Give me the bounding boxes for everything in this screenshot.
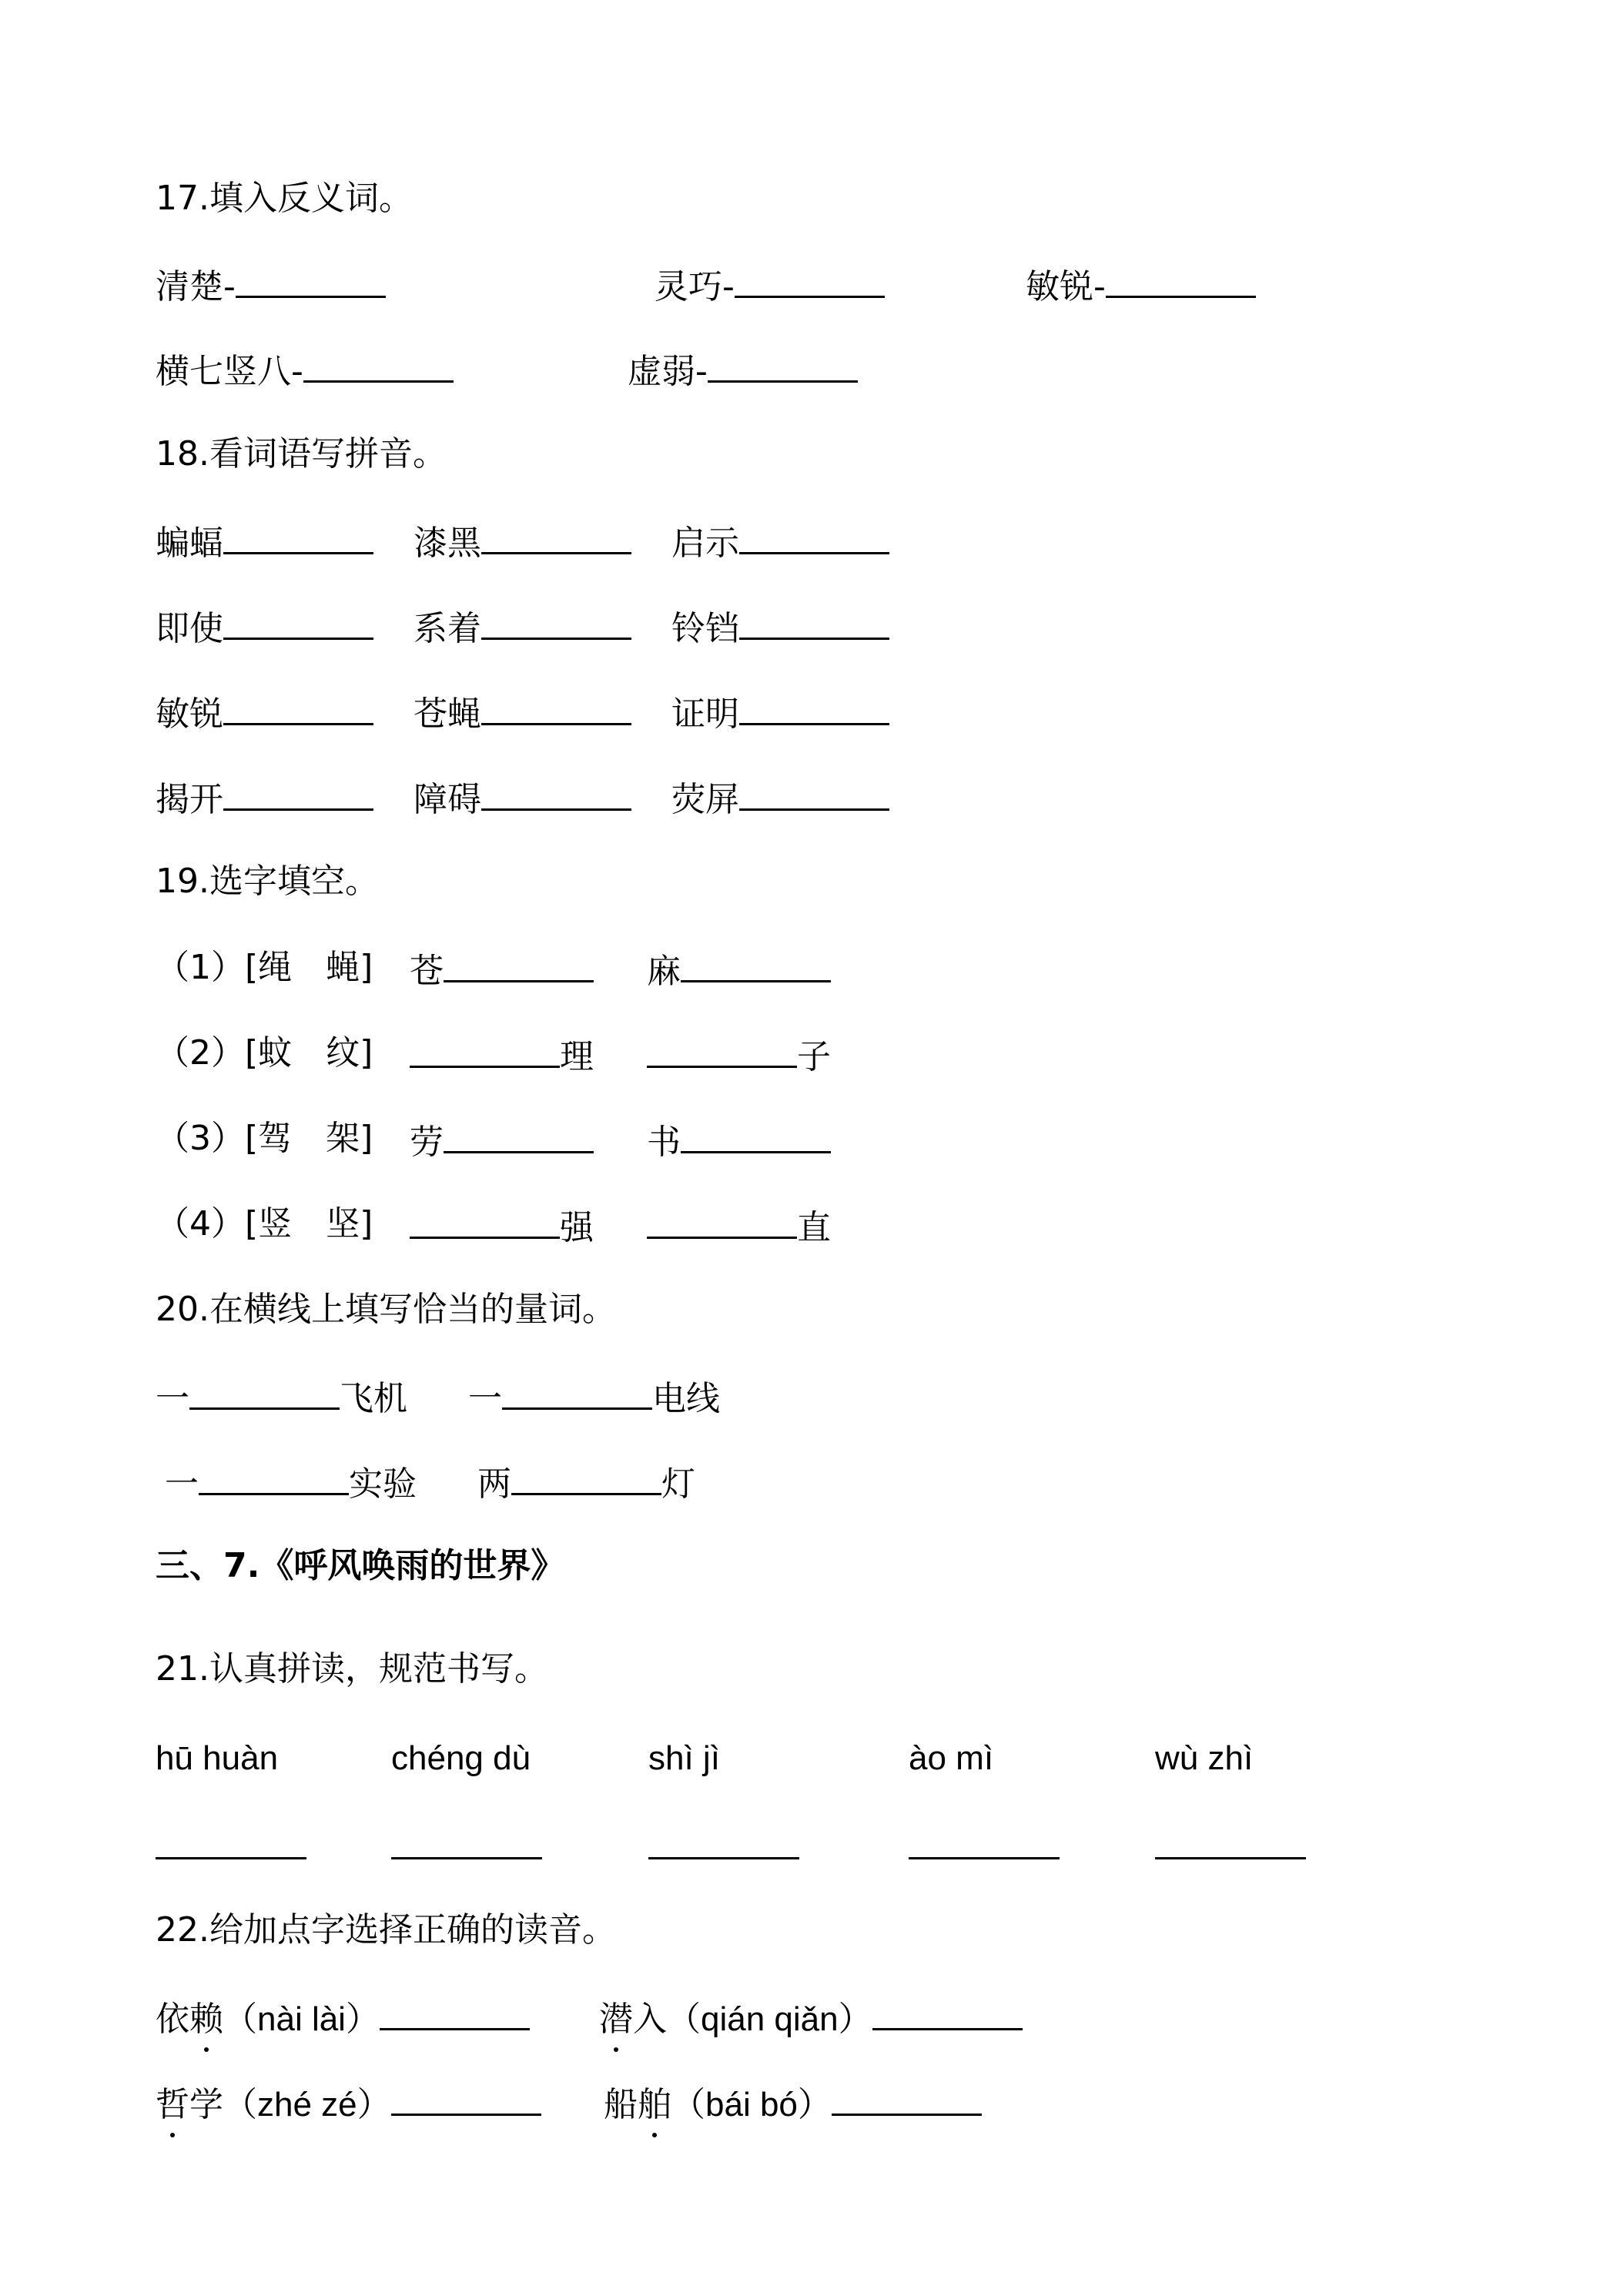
item-number: （4） [156, 1204, 245, 1243]
word-label: 敏锐- [1026, 267, 1106, 306]
q22-item-4 [604, 2080, 982, 2127]
q21-title: 21.认真拼读，规范书写。 [156, 1649, 548, 1689]
q20-row-2-a [165, 1459, 417, 1506]
char-choices: [蚊 纹] [245, 1033, 373, 1073]
q19-row-2-b [647, 1032, 831, 1079]
q19-row-3-a [410, 1117, 594, 1164]
q18-row-1-c [671, 518, 889, 565]
word-char: 依 [156, 2000, 189, 2039]
q18-row-4-b [414, 775, 631, 822]
answer-blank[interactable] [647, 1032, 797, 1068]
answer-blank[interactable] [511, 1459, 661, 1495]
word-label: 证明 [671, 694, 739, 734]
q18-row-2-b [414, 604, 631, 651]
pinyin-3: shì jì [648, 1739, 720, 1777]
q19-row-3-label [156, 1117, 373, 1160]
q19-row-4-b [647, 1203, 831, 1250]
answer-blank[interactable] [410, 1203, 560, 1239]
answer-blank[interactable] [303, 346, 454, 383]
answer-blank[interactable] [739, 689, 889, 725]
answer-blank[interactable] [739, 604, 889, 640]
q20-row-2-b [477, 1459, 695, 1506]
pinyin-4: ào mì [909, 1739, 994, 1777]
q17-item-1 [156, 262, 386, 309]
reading-options: （qián qiǎn） [667, 2000, 872, 2038]
prefix: 一 [468, 1379, 502, 1418]
reading-options: （nài lài） [223, 2000, 380, 2038]
answer-blank[interactable] [236, 262, 386, 298]
word-label: 蝙蝠 [156, 524, 223, 563]
char-choices: [竖 坚] [245, 1204, 373, 1243]
word-char: 学 [189, 2085, 223, 2124]
answer-blank[interactable] [199, 1459, 349, 1495]
answer-blank[interactable] [189, 1374, 340, 1410]
word-label: 书 [647, 1123, 681, 1162]
word-label: 电线 [652, 1379, 720, 1418]
char-choices: [驾 架] [245, 1119, 373, 1158]
answer-blank[interactable] [380, 1994, 530, 2030]
char-text: 赖 [189, 2000, 223, 2039]
word-label: 铃铛 [671, 609, 739, 648]
word-label: 揭开 [156, 780, 223, 819]
answer-line[interactable] [391, 1857, 542, 1859]
answer-blank[interactable] [444, 1117, 594, 1153]
word-label: 启示 [671, 524, 739, 563]
word-label: 实验 [349, 1464, 417, 1504]
emphasis-dot [614, 2047, 618, 2052]
q17-item-5 [628, 346, 858, 393]
item-number: （2） [156, 1033, 245, 1073]
q19-row-2-label [156, 1032, 373, 1075]
q22-item-3 [156, 2080, 541, 2127]
answer-blank[interactable] [391, 2080, 541, 2116]
word-label: 灵巧- [655, 267, 735, 306]
q18-row-2 [156, 604, 373, 651]
q22-title: 22.给加点字选择正确的读音。 [156, 1910, 616, 1950]
q17-item-3 [1026, 262, 1256, 309]
q17-item-2 [655, 262, 885, 309]
word-label: 直 [797, 1208, 831, 1247]
word-label: 劳 [410, 1123, 444, 1162]
char-text: 哲 [156, 2085, 189, 2124]
word-label: 清楚- [156, 267, 236, 306]
answer-blank[interactable] [502, 1374, 652, 1410]
item-number: （1） [156, 948, 245, 987]
answer-blank[interactable] [708, 346, 858, 383]
q18-row-2-c [671, 604, 889, 651]
answer-line[interactable] [909, 1857, 1060, 1859]
word-label: 苍蝇 [414, 694, 481, 734]
q18-row-1 [156, 518, 373, 565]
answer-line[interactable] [1155, 1857, 1306, 1859]
dotted-char [599, 1998, 633, 2041]
answer-blank[interactable] [223, 604, 373, 640]
answer-line[interactable] [156, 1857, 306, 1859]
word-label: 敏锐 [156, 694, 223, 734]
prefix: 一 [156, 1379, 189, 1418]
word-label: 横七竖八- [156, 352, 303, 391]
word-label: 飞机 [340, 1379, 407, 1418]
word-label: 灯 [661, 1464, 695, 1504]
word-label: 虚弱- [628, 352, 708, 391]
q18-row-3 [156, 689, 373, 736]
word-label: 即使 [156, 609, 223, 648]
answer-blank[interactable] [481, 518, 631, 554]
q18-row-4 [156, 775, 373, 822]
q22-item-2 [599, 1994, 1023, 2041]
pinyin-5: wù zhì [1155, 1739, 1254, 1777]
q17-item-4 [156, 346, 454, 393]
dotted-char [638, 2083, 671, 2127]
q20-row-1-a [156, 1374, 407, 1421]
emphasis-dot [204, 2047, 209, 2052]
q22-item-1 [156, 1994, 530, 2041]
answer-blank[interactable] [223, 689, 373, 725]
q18-row-4-c [671, 775, 889, 822]
q18-row-3-c [671, 689, 889, 736]
char-text: 潜 [599, 2000, 633, 2039]
answer-blank[interactable] [481, 775, 631, 811]
prefix: 两 [477, 1464, 511, 1504]
emphasis-dot [170, 2133, 175, 2137]
answer-blank[interactable] [735, 262, 885, 298]
answer-blank[interactable] [223, 775, 373, 811]
answer-blank[interactable] [681, 946, 831, 982]
word-label: 理 [560, 1037, 594, 1076]
answer-blank[interactable] [410, 1032, 560, 1068]
dotted-char [189, 1998, 223, 2041]
word-label: 荧屏 [671, 780, 739, 819]
answer-blank[interactable] [832, 2080, 982, 2116]
char-text: 舶 [638, 2085, 671, 2124]
answer-blank[interactable] [481, 689, 631, 725]
word-label: 漆黑 [414, 524, 481, 563]
word-label: 苍 [410, 952, 444, 991]
answer-blank[interactable] [223, 518, 373, 554]
reading-options: （bái bó） [671, 2086, 832, 2124]
q19-row-1-b [647, 946, 831, 993]
q19-row-4-label [156, 1203, 373, 1246]
q19-row-4-a [410, 1203, 594, 1250]
q18-row-3-b [414, 689, 631, 736]
word-label: 子 [797, 1037, 831, 1076]
answer-blank[interactable] [481, 604, 631, 640]
q19-row-2-a [410, 1032, 594, 1079]
answer-blank[interactable] [647, 1203, 797, 1239]
q19-title: 19.选字填空。 [156, 862, 379, 901]
item-number: （3） [156, 1119, 245, 1158]
pinyin-1: hū huàn [156, 1739, 279, 1777]
word-char: 入 [633, 2000, 667, 2039]
char-choices: [绳 蝇] [245, 948, 373, 987]
pinyin-2: chéng dù [391, 1739, 531, 1777]
word-label: 障碍 [414, 780, 481, 819]
q20-row-1-b [468, 1374, 720, 1421]
answer-blank[interactable] [739, 775, 889, 811]
answer-blank[interactable] [872, 1994, 1023, 2030]
q19-row-1-a [410, 946, 594, 993]
dotted-char [156, 2083, 189, 2127]
q20-title: 20.在横线上填写恰当的量词。 [156, 1290, 616, 1329]
word-label: 强 [560, 1208, 594, 1247]
word-label: 麻 [647, 952, 681, 991]
prefix: 一 [165, 1464, 199, 1504]
answer-blank[interactable] [1106, 262, 1256, 298]
q18-title: 18.看词语写拼音。 [156, 434, 447, 474]
answer-blank[interactable] [739, 518, 889, 554]
q19-row-3-b [647, 1117, 831, 1164]
emphasis-dot [652, 2133, 657, 2137]
reading-options: （zhé zé） [223, 2086, 391, 2124]
word-label: 系着 [414, 609, 481, 648]
section-heading: 三、7.《呼风唤雨的世界》 [156, 1546, 565, 1585]
answer-line[interactable] [648, 1857, 799, 1859]
q18-row-1-b [414, 518, 631, 565]
q17-title: 17.填入反义词。 [156, 179, 413, 218]
q19-row-1-label [156, 946, 373, 989]
answer-blank[interactable] [444, 946, 594, 982]
answer-blank[interactable] [681, 1117, 831, 1153]
word-char: 船 [604, 2085, 638, 2124]
